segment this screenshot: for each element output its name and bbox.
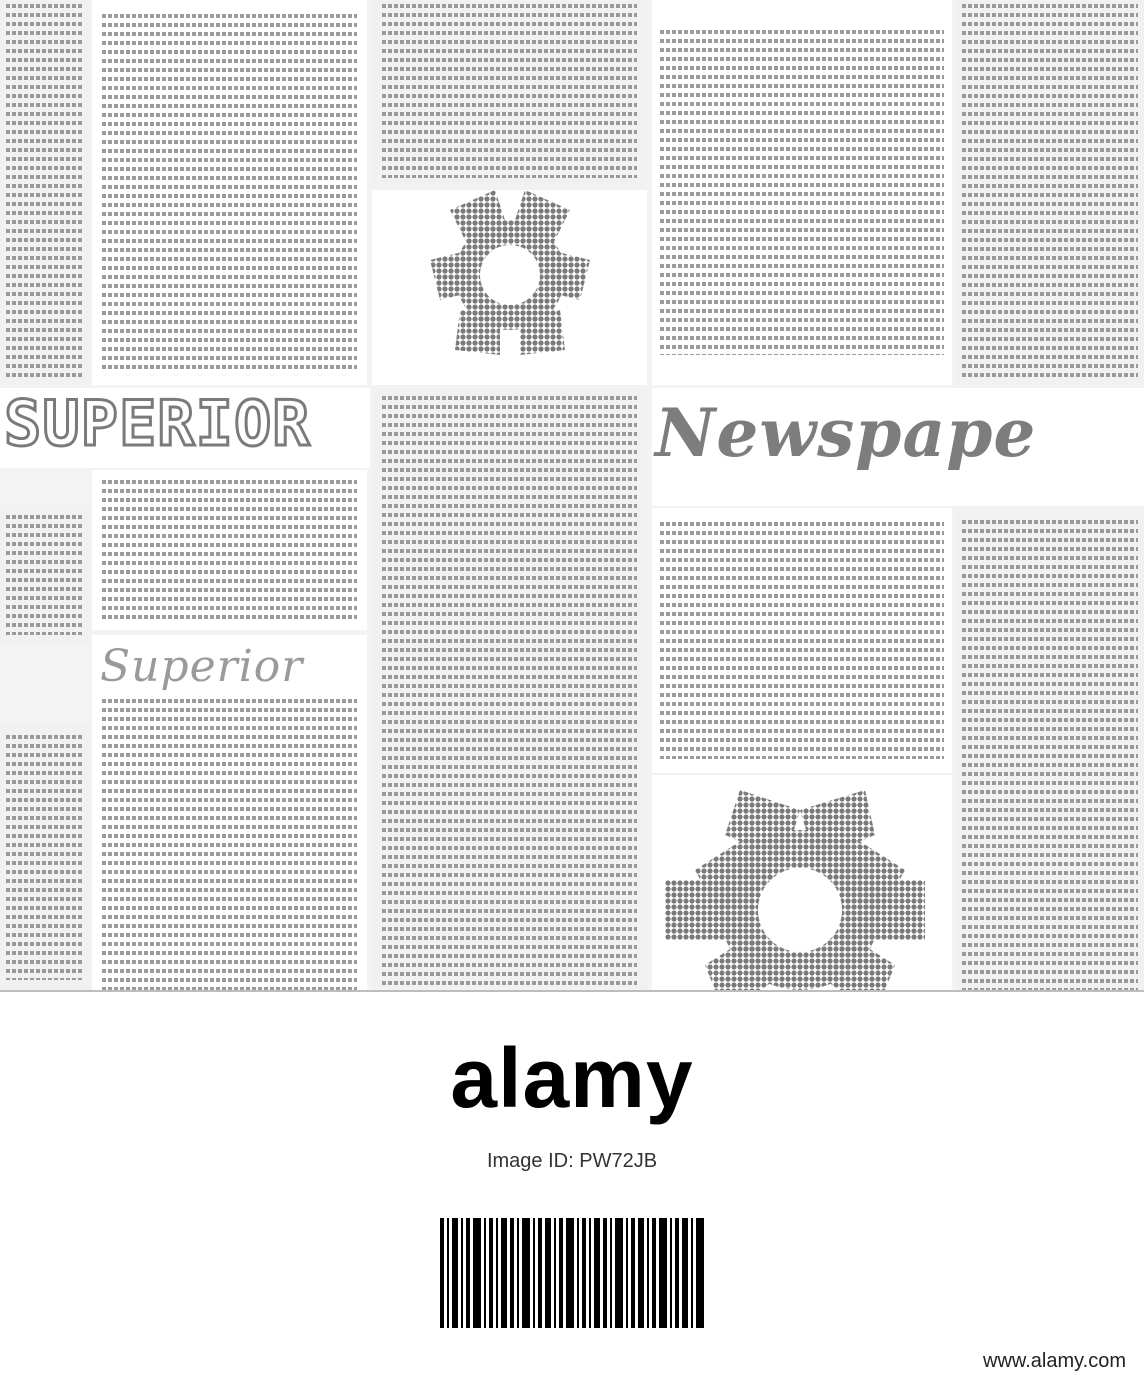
text-block xyxy=(956,0,1144,385)
text-block xyxy=(92,470,367,630)
alamy-logo: alamy xyxy=(450,1031,694,1125)
image-id: Image ID: PW72JB xyxy=(486,1150,658,1172)
text-block xyxy=(372,0,647,190)
text-block xyxy=(956,508,1144,992)
text-block xyxy=(0,0,90,385)
text-block xyxy=(372,388,647,992)
headline-superior-script: Superior xyxy=(100,641,304,692)
text-block xyxy=(92,0,367,385)
headline-newspaper: Newspape xyxy=(655,394,1037,472)
website-url: www.alamy.com xyxy=(983,1350,1126,1372)
barcode-icon xyxy=(440,1218,704,1328)
asterisk-flower-icon xyxy=(400,190,620,370)
text-block xyxy=(0,505,90,645)
text-block xyxy=(92,695,367,992)
text-block xyxy=(652,508,952,773)
asterisk-flower-icon xyxy=(665,790,935,992)
text-block xyxy=(0,725,90,990)
text-block xyxy=(652,0,952,385)
headline-superior: SUPERIOR xyxy=(4,387,311,460)
